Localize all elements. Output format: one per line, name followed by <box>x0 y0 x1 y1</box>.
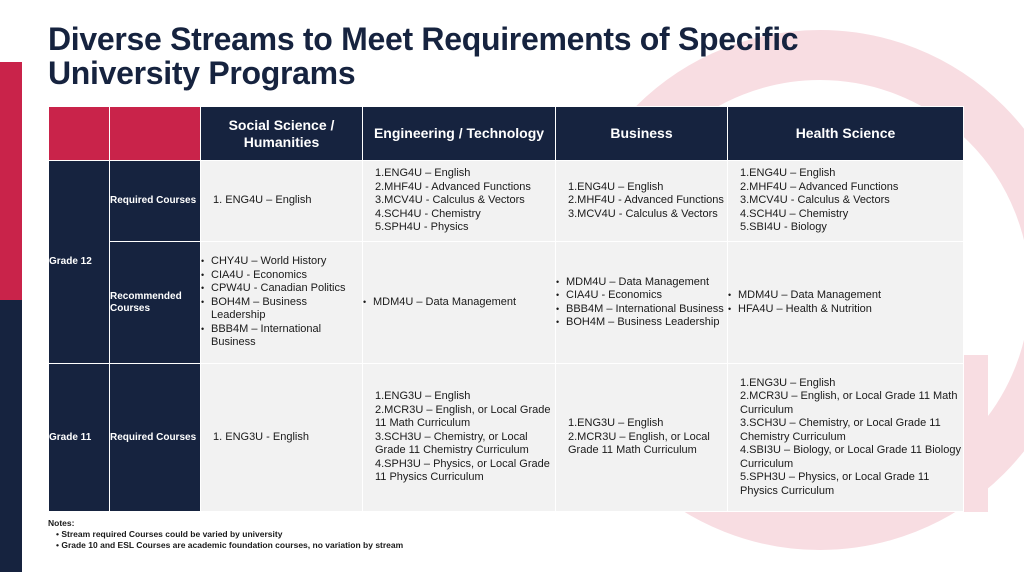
course-item: 4.SCH4U - Chemistry <box>375 207 481 220</box>
column-header-engineering: Engineering / Technology <box>363 107 556 161</box>
course-item: 1.ENG3U – English <box>568 417 664 430</box>
course-type-label: Required Courses <box>110 161 201 242</box>
bullet-icon: • <box>201 283 205 294</box>
course-item: • BOH4M – Business Leadership <box>556 316 720 328</box>
bullet-icon: • <box>556 303 560 314</box>
course-cell <box>201 242 363 364</box>
course-list <box>363 167 555 235</box>
course-list <box>363 296 555 310</box>
course-item: 2.MHF4U - Advanced Functions <box>568 194 724 207</box>
course-item: 1.ENG4U – English <box>740 167 836 180</box>
course-streams-table <box>48 106 964 512</box>
course-item: 3.MCV4U - Calculus & Vectors <box>740 194 890 207</box>
table-row <box>49 242 964 364</box>
course-item: • CPW4U - Canadian Politics <box>201 282 346 295</box>
header-corner-cell <box>49 107 110 161</box>
course-item: • MDM4U – Data Management <box>728 289 882 301</box>
course-cell <box>363 364 556 512</box>
course-list <box>556 417 727 458</box>
course-cell <box>201 364 363 512</box>
course-cell <box>363 242 556 364</box>
course-item: 1. ENG4U – English <box>213 194 312 207</box>
course-item: • MDM4U – Data Management <box>363 295 517 308</box>
bullet-icon: • <box>728 303 732 314</box>
course-cell <box>201 161 363 242</box>
notes-list <box>48 529 403 551</box>
course-list <box>556 181 727 222</box>
course-item: 4.SBI3U – Biology, or Local Grade 11 Biology Curriculum <box>740 444 961 470</box>
course-item: 5.SPH3U – Physics, or Local Grade 11 Physics Curriculum <box>740 471 930 497</box>
course-item: • CHY4U – World History <box>201 255 327 268</box>
course-item: 1. ENG3U - English <box>213 430 309 443</box>
course-list <box>728 167 963 235</box>
grade-label: Grade 11 <box>49 364 110 512</box>
notes-heading: Notes: <box>48 518 75 528</box>
course-cell <box>728 364 964 512</box>
course-item: 3.SCH3U – Chemistry, or Local Grade 11 Chemistry Curriculum <box>740 417 941 443</box>
course-item: 2.MHF4U - Advanced Functions <box>375 180 531 193</box>
course-cell <box>556 161 728 242</box>
bullet-icon: • <box>556 317 560 327</box>
course-list <box>363 390 555 485</box>
page-title: Diverse Streams to Meet Requirements of Specific University Programs <box>48 21 799 91</box>
course-cell <box>728 242 964 364</box>
course-cell <box>363 161 556 242</box>
course-item: 3.MCV4U - Calculus & Vectors <box>568 207 718 220</box>
course-item: 4.SPH3U – Physics, or Local Grade 11 Physics Curriculum <box>375 457 550 484</box>
bullet-icon: • <box>556 276 560 287</box>
course-item: • MDM4U – Data Management <box>556 275 710 288</box>
bullet-icon: • <box>363 296 367 307</box>
notes-section <box>48 518 403 551</box>
course-item: 2.MCR3U – English, or Local Grade 11 Math Curriculum <box>568 430 710 457</box>
course-item: • HFA4U – Health & Nutrition <box>728 302 872 315</box>
column-header-social-science: Social Science / Humanities <box>201 107 363 161</box>
course-item: 2.MCR3U – English, or Local Grade 11 Math Curriculum <box>740 390 958 416</box>
note-item: • Stream required Courses could be varied by university <box>56 529 403 540</box>
left-red-accent-bar <box>0 62 22 307</box>
course-item: • CIA4U - Economics <box>201 268 307 281</box>
course-item: 1.ENG3U – English <box>740 376 836 389</box>
course-cell <box>728 161 964 242</box>
bullet-icon: • <box>201 269 205 280</box>
course-list <box>201 194 362 208</box>
bullet-icon: • <box>556 290 560 300</box>
header-corner-cell <box>110 107 201 161</box>
course-item: 1.ENG4U – English <box>375 167 471 180</box>
course-cell <box>556 364 728 512</box>
grade-label: Grade 12 <box>49 161 110 364</box>
background-bar-decoration <box>962 355 988 455</box>
course-list <box>728 377 963 499</box>
course-item: 1.ENG4U – English <box>568 180 664 193</box>
course-item: 3.SCH3U – Chemistry, or Local Grade 11 Chemistry Curriculum <box>375 430 529 457</box>
course-item: 5.SPH4U - Physics <box>375 221 469 234</box>
bullet-icon: • <box>201 323 205 334</box>
course-cell <box>556 242 728 364</box>
left-navy-accent-bar <box>0 300 22 572</box>
course-type-label: Required Courses <box>110 364 201 512</box>
course-item: 1.ENG3U – English <box>375 390 471 403</box>
bullet-icon: • <box>201 256 205 267</box>
course-item: • CIA4U - Economics <box>556 289 662 301</box>
course-item: • BOH4M – Business Leadership <box>201 295 307 322</box>
course-item: 2.MHF4U – Advanced Functions <box>740 180 899 193</box>
bullet-icon: • <box>201 296 205 307</box>
course-list <box>728 289 963 316</box>
course-list <box>201 255 362 350</box>
course-type-label: Recommended Courses <box>110 242 201 364</box>
course-list <box>201 431 362 445</box>
table-row <box>49 364 964 512</box>
column-header-health-science: Health Science <box>728 107 964 161</box>
table-row <box>49 161 964 242</box>
bullet-icon: • <box>728 290 732 300</box>
course-item: 2.MCR3U – English, or Local Grade 11 Math Curriculum <box>375 403 551 430</box>
course-list <box>556 276 727 330</box>
table-header-row <box>49 107 964 161</box>
course-item: 5.SBI4U - Biology <box>740 221 827 234</box>
course-item: 4.SCH4U – Chemistry <box>740 207 849 220</box>
background-bar-decoration <box>962 472 988 512</box>
course-item: • BBB4M – International Business <box>201 322 322 349</box>
note-item: • Grade 10 and ESL Courses are academic foundation courses, no variation by stream <box>56 540 403 551</box>
course-item: 3.MCV4U - Calculus & Vectors <box>375 194 525 207</box>
column-header-business: Business <box>556 107 728 161</box>
course-item: • BBB4M – International Business <box>556 302 724 315</box>
